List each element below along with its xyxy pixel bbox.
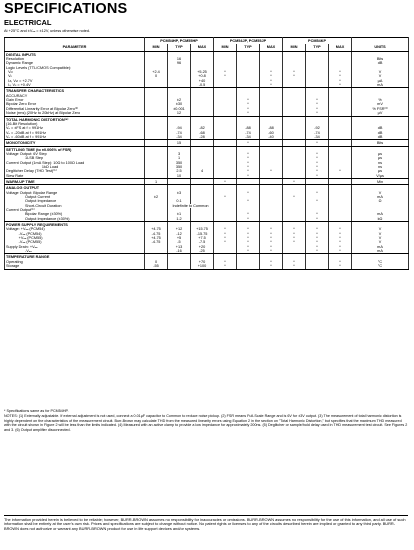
param-cell: Iᵢₕ, Vᵢₕ = +2.7V — [5, 79, 145, 83]
value-cell: +7.5 — [191, 236, 214, 240]
param-cell: Bipolar Range (±30%) — [5, 212, 145, 216]
unit-cell: ns — [352, 161, 409, 165]
value-cell: 4 — [191, 169, 214, 173]
value-cell: * — [306, 236, 329, 240]
value-cell: * — [260, 245, 283, 249]
param-cell: Output Impedance (±30%) — [5, 217, 145, 222]
value-cell: * — [283, 70, 306, 74]
unit-cell: kΩ — [352, 217, 409, 222]
header-model-group: PCM54JP, PCM55JP — [214, 38, 283, 45]
value-cell: -68 — [191, 131, 214, 135]
value-cell: -74 — [168, 131, 191, 135]
value-cell: * — [306, 98, 329, 102]
spec-table-body — [5, 51, 409, 269]
value-cell: * — [306, 165, 329, 169]
value-cell: * — [214, 227, 237, 231]
header-model-group: PCM54HP, PCM55HP — [145, 38, 214, 45]
param-cell: MONOTONICITY — [5, 140, 145, 146]
value-cell: * — [237, 212, 260, 216]
unit-cell: µs — [352, 156, 409, 160]
unit-cell: °C — [352, 264, 409, 269]
note: * Specifications same as for PCM54HP. — [4, 409, 69, 413]
value-cell: -12 — [168, 232, 191, 236]
value-cell: -16 — [168, 249, 191, 254]
value-cell: -15.75 — [191, 232, 214, 236]
value-cell: * — [283, 236, 306, 240]
value-cell: 0.1 — [168, 199, 191, 203]
param-cell: WARM-UP TIME — [5, 178, 145, 184]
value-cell: * — [237, 232, 260, 236]
value-cell: * — [237, 174, 260, 179]
value-cell: * — [306, 245, 329, 249]
unit-cell: dB — [352, 135, 409, 140]
value-cell: 16 — [168, 57, 191, 61]
disclaimer-footer: The information provided herein is believed to be reliable; however, BURR-BROWN assumes no responsibility for inaccuracies or omissions. BURR-BROWN assumes no responsibility for the use of this information, and all use of such information shall be entirely at the user's own risk. Prices and specifications are subject to change without notice. No patent rights or licenses to any of the circuits described herein are implied or granted to any third party. BURR-BROWN does not authorize or warrant any BURR-BROWN product for use in life support devices and/or systems. — [4, 515, 408, 531]
unit-cell: µs — [352, 169, 409, 173]
unit-cell: Ω — [352, 199, 409, 203]
param-cell: -Vₐₐ (PCM54) — [5, 232, 145, 236]
value-cell: 350 — [168, 161, 191, 165]
value-cell: -5 — [168, 240, 191, 244]
value-cell — [168, 264, 191, 269]
param-cell: TEMPERATURE RANGE — [5, 254, 145, 260]
value-cell: 1.2 — [168, 217, 191, 222]
value-cell: * — [260, 83, 283, 88]
value-cell: * — [237, 236, 260, 240]
value-cell: * — [329, 236, 352, 240]
unit-cell: µV — [352, 111, 409, 116]
value-cell: * — [306, 199, 329, 203]
value-cell: * — [329, 70, 352, 74]
value-cell: -82 — [191, 126, 214, 130]
value-cell: * — [214, 236, 237, 240]
value-cell: * — [260, 70, 283, 74]
param-cell: TRANSFER CHARACTERISTICS — [5, 88, 145, 94]
value-cell: +13 — [168, 245, 191, 249]
param-cell: 1LSB Step — [5, 156, 145, 160]
value-cell: -34 — [237, 135, 260, 140]
param-cell: Voltage: +Vₐₐ (PCM54) — [5, 227, 145, 231]
value-cell: -40 — [260, 135, 283, 140]
unit-cell: mA — [352, 195, 409, 199]
value-cell: -4.75 — [145, 232, 168, 236]
value-cell: ±1 — [168, 212, 191, 216]
param-cell: Current Output (1mA Step): 10Ω to 100Ω Load — [5, 161, 145, 165]
param-cell: Vₒ = ±FS at f = 991Hz — [5, 126, 145, 130]
header-col: TYP — [168, 44, 191, 51]
param-cell: Bipolar Zero Error — [5, 102, 145, 106]
notes — [4, 409, 408, 433]
value-cell: 0 — [145, 260, 168, 264]
value-cell: * — [306, 227, 329, 231]
param-cell: Slew Rate — [5, 174, 145, 179]
value-cell: +2.4 — [145, 70, 168, 74]
spec-table — [4, 37, 409, 270]
value-cell: * — [306, 102, 329, 106]
value-cell: * — [283, 240, 306, 244]
value-cell: * — [260, 240, 283, 244]
value-cell: * — [260, 169, 283, 173]
value-cell: * — [214, 74, 237, 78]
param-cell: Differential Linearity Error at Bipolar Zero⁽²⁾ — [5, 107, 145, 111]
unit-cell: V — [352, 191, 409, 195]
value-cell: * — [260, 236, 283, 240]
value-cell: * — [306, 240, 329, 244]
header-col: PARAMETER — [5, 44, 145, 51]
param-cell: Current Output⁽⁶⁾ — [5, 208, 145, 212]
param-cell: Noise (rms) (20Hz to 20kHz) at Bipolar Zero — [5, 111, 145, 116]
value-cell: +0.8 — [191, 74, 214, 78]
param-cell: Voltage Output: 6V Step — [5, 152, 145, 156]
param-cell: Vᵢₗ — [5, 74, 145, 78]
value-cell: * — [237, 156, 260, 160]
value-cell: * — [283, 232, 306, 236]
param-cell: Operating — [5, 260, 145, 264]
value-cell: * — [237, 191, 260, 195]
value-cell: * — [283, 74, 306, 78]
value-cell: ±2 — [168, 98, 191, 102]
value-cell: * — [329, 260, 352, 264]
param-cell: Iᵢₗ, Vᵢₗ = +0.4V — [5, 83, 145, 88]
section-title: ELECTRICAL — [4, 18, 52, 27]
value-cell: +15.75 — [191, 227, 214, 231]
value-cell: -34 — [306, 135, 329, 140]
value-cell: * — [237, 227, 260, 231]
value-cell: +4.75 — [145, 227, 168, 231]
value-cell: -28 — [191, 135, 214, 140]
value-cell: * — [237, 111, 260, 116]
value-cell: * — [214, 240, 237, 244]
value-cell: * — [260, 264, 283, 269]
header-col: TYP — [237, 44, 260, 51]
value-cell: -60 — [260, 131, 283, 135]
unit-cell: µA — [352, 79, 409, 83]
unit-cell: V — [352, 232, 409, 236]
value-cell: 15 — [168, 140, 191, 146]
value-cell: 12 — [168, 111, 191, 116]
table-row — [5, 264, 409, 269]
unit-cell: °C — [352, 260, 409, 264]
value-cell: * — [260, 74, 283, 78]
value-cell: * — [283, 195, 306, 199]
value-cell: * — [237, 107, 260, 111]
unit-cell: V — [352, 240, 409, 244]
param-cell: Deglitcher Delay (THD Test)⁽⁵⁾ — [5, 169, 145, 173]
param-cell: Vᵢₕ — [5, 70, 145, 74]
value-cell: * — [329, 249, 352, 254]
value-cell: * — [237, 240, 260, 244]
value-cell: * — [306, 140, 329, 146]
value-cell: * — [329, 264, 352, 269]
value-cell: * — [260, 249, 283, 254]
unit-cell: µs — [352, 152, 409, 156]
param-cell: Vₒ = -20dB at f = 991Hz — [5, 131, 145, 135]
unit-cell: mA — [352, 83, 409, 88]
value-cell: * — [283, 260, 306, 264]
value-cell: +4.75 — [145, 236, 168, 240]
param-cell: Voltage Output: Bipolar Range — [5, 191, 145, 195]
value-cell: ±30 — [168, 102, 191, 106]
param-cell: TOTAL HARMONIC DISTORTION⁽⁴⁾ — [5, 116, 145, 122]
param-cell: Resolution — [5, 57, 145, 61]
value-cell: +70 — [191, 260, 214, 264]
test-conditions: At +25°C and ±Vₐₐ = ±12V, unless otherwise noted. — [4, 29, 91, 33]
param-cell: Supply Drain: +Vₐₐ — [5, 245, 145, 249]
unit-cell: mA — [352, 249, 409, 254]
value-cell: +5 — [168, 236, 191, 240]
header-col: MIN — [214, 44, 237, 51]
value-cell: 1 — [168, 156, 191, 160]
value-cell: * — [237, 169, 260, 173]
value-cell: * — [329, 74, 352, 78]
value-cell: * — [237, 249, 260, 254]
unit-cell: V/µs — [352, 174, 409, 179]
value-cell: -55 — [145, 264, 168, 269]
value-cell: ±0.001 — [168, 107, 191, 111]
value-cell: * — [237, 102, 260, 106]
param-cell: Output Impedance — [5, 199, 145, 203]
header-col: TYP — [306, 44, 329, 51]
unit-cell: V — [352, 236, 409, 240]
value-cell: * — [306, 232, 329, 236]
value-cell: * — [237, 245, 260, 249]
value-cell: * — [306, 249, 329, 254]
value-cell: 2.5 — [168, 169, 191, 173]
table-header-columns — [5, 44, 409, 51]
value-cell: * — [283, 227, 306, 231]
unit-cell: dB — [352, 126, 409, 130]
unit-cell: mA — [352, 212, 409, 216]
value-cell: * — [329, 227, 352, 231]
unit-cell: mA — [352, 245, 409, 249]
header-col: MIN — [145, 44, 168, 51]
param-cell: -Vₐₐ — [5, 249, 145, 254]
param-cell: Gain Error — [5, 98, 145, 102]
value-cell: * — [306, 212, 329, 216]
value-cell: * — [306, 156, 329, 160]
value-cell: * — [260, 232, 283, 236]
value-cell: -88 — [237, 126, 260, 130]
value-cell: +12 — [168, 227, 191, 231]
value-cell: * — [237, 98, 260, 102]
value-cell: * — [214, 264, 237, 269]
value-cell: -4.75 — [145, 240, 168, 244]
value-cell: * — [306, 169, 329, 173]
value-cell: * — [214, 178, 237, 184]
value-cell: * — [306, 161, 329, 165]
param-cell: Output Current — [5, 195, 145, 199]
value-cell: Indefinite to Common — [168, 204, 214, 208]
param-cell: Storage — [5, 264, 145, 269]
param-cell: Logic Levels (TTL/CMOS Compatible): — [5, 66, 145, 70]
value-cell — [306, 264, 329, 269]
value-cell: * — [260, 227, 283, 231]
value-cell: ±3 — [168, 191, 191, 195]
value-cell: * — [237, 140, 260, 146]
value-cell: -0.5 — [191, 83, 214, 88]
value-cell: 1 — [145, 178, 168, 184]
value-cell: * — [214, 260, 237, 264]
unit-cell: V — [352, 74, 409, 78]
value-cell: * — [329, 245, 352, 249]
value-cell: * — [283, 264, 306, 269]
value-cell: * — [306, 217, 329, 222]
value-cell: * — [237, 152, 260, 156]
param-cell: +Vₐₐ (PCM55) — [5, 236, 145, 240]
value-cell: +20 — [191, 245, 214, 249]
unit-cell: % — [352, 98, 409, 102]
param-cell: 1kΩ Load — [5, 165, 145, 169]
param-cell: Dynamic Range — [5, 61, 145, 65]
value-cell: +5.25 — [191, 70, 214, 74]
value-cell: * — [306, 107, 329, 111]
value-cell: -25 — [191, 249, 214, 254]
value-cell: -74 — [237, 131, 260, 135]
unit-cell: Bits — [352, 140, 409, 146]
table-header-models — [5, 38, 409, 45]
param-cell: (16-Bit Resolution) — [5, 122, 145, 126]
value-cell: -88 — [260, 126, 283, 130]
value-cell: * — [329, 79, 352, 83]
value-cell: * — [329, 232, 352, 236]
value-cell: 10 — [168, 174, 191, 179]
param-cell: Short-Circuit Duration — [5, 204, 145, 208]
unit-cell: Bits — [352, 57, 409, 61]
unit-cell: Min — [352, 178, 409, 184]
value-cell — [237, 264, 260, 269]
unit-cell: dB — [352, 61, 409, 65]
param-cell: SETTLING TIME (to ±0.006% of FSR) — [5, 146, 145, 152]
param-cell: POWER SUPPLY REQUIREMENTS — [5, 222, 145, 228]
value-cell: * — [283, 178, 306, 184]
value-cell: 0 — [145, 74, 168, 78]
header-col: MIN — [283, 44, 306, 51]
value-cell: * — [306, 152, 329, 156]
value-cell: * — [260, 79, 283, 83]
value-cell: * — [260, 260, 283, 264]
value-cell: +40 — [191, 79, 214, 83]
value-cell: -92 — [306, 126, 329, 130]
value-cell: * — [329, 169, 352, 173]
value-cell: -7.5 — [191, 240, 214, 244]
unit-cell: mV — [352, 102, 409, 106]
unit-cell: ns — [352, 165, 409, 169]
param-cell: ANALOG OUTPUT — [5, 185, 145, 191]
header-model-group: PCM54KP — [283, 38, 352, 45]
value-cell: * — [237, 161, 260, 165]
value-cell: * — [306, 191, 329, 195]
header-col: MAX — [191, 44, 214, 51]
unit-cell: V — [352, 70, 409, 74]
unit-cell: % FSR⁽³⁾ — [352, 107, 409, 111]
header-col: UNITS — [352, 44, 409, 51]
value-cell: * — [214, 232, 237, 236]
note: NOTES: (1) Externally adjustable. If external adjustment is not used, connect a 0.01µF capacitor to Common to reduce noise pickup. (2) FSR means Full-Scale Range and is 6V for ±3V output. (3) The measurement of total harmonic distortion is highly dependent on the characteristics of the measurement circuit. Burr-Brown may calculate THD from the measured linearity errors using Equation 2 in the section on "Total Harmonic Distortion," but specifies that the maximum THD measured with the circuit shown in Figure 2 will be less than the limits indicated. (4) Measured with an active clamp to provide a low impedance for approximately 200ns. (5) Deglitcher or sample/hold delay used in THD measurement test circuit. See Figures 2 and 3. (6) Output amplifier disconnected. — [4, 414, 408, 432]
value-cell: * — [237, 199, 260, 203]
value-cell: * — [329, 83, 352, 88]
param-cell: DIGITAL INPUTS — [5, 51, 145, 57]
value-cell: * — [237, 165, 260, 169]
value-cell: -34 — [168, 135, 191, 140]
value-cell: -74 — [306, 131, 329, 135]
value-cell: * — [237, 217, 260, 222]
value-cell: ±2 — [145, 195, 168, 199]
unit-cell: dB — [352, 131, 409, 135]
value-cell: -94 — [168, 126, 191, 130]
value-cell: * — [214, 195, 237, 199]
value-cell: 96 — [168, 61, 191, 65]
value-cell: 3 — [168, 152, 191, 156]
header-col: MAX — [329, 44, 352, 51]
value-cell: * — [306, 111, 329, 116]
value-cell: * — [329, 240, 352, 244]
value-cell: +100 — [191, 264, 214, 269]
param-cell: Vₒ = -60dB at f = 991Hz — [5, 135, 145, 140]
param-cell: ACCURACY — [5, 94, 145, 98]
unit-cell: V — [352, 227, 409, 231]
header-col: MAX — [260, 44, 283, 51]
value-cell: * — [214, 70, 237, 74]
value-cell: 350 — [168, 165, 191, 169]
page-title: SPECIFICATIONS — [4, 1, 128, 17]
value-cell: * — [306, 174, 329, 179]
param-cell: -Vₐₐ (PCM55) — [5, 240, 145, 244]
